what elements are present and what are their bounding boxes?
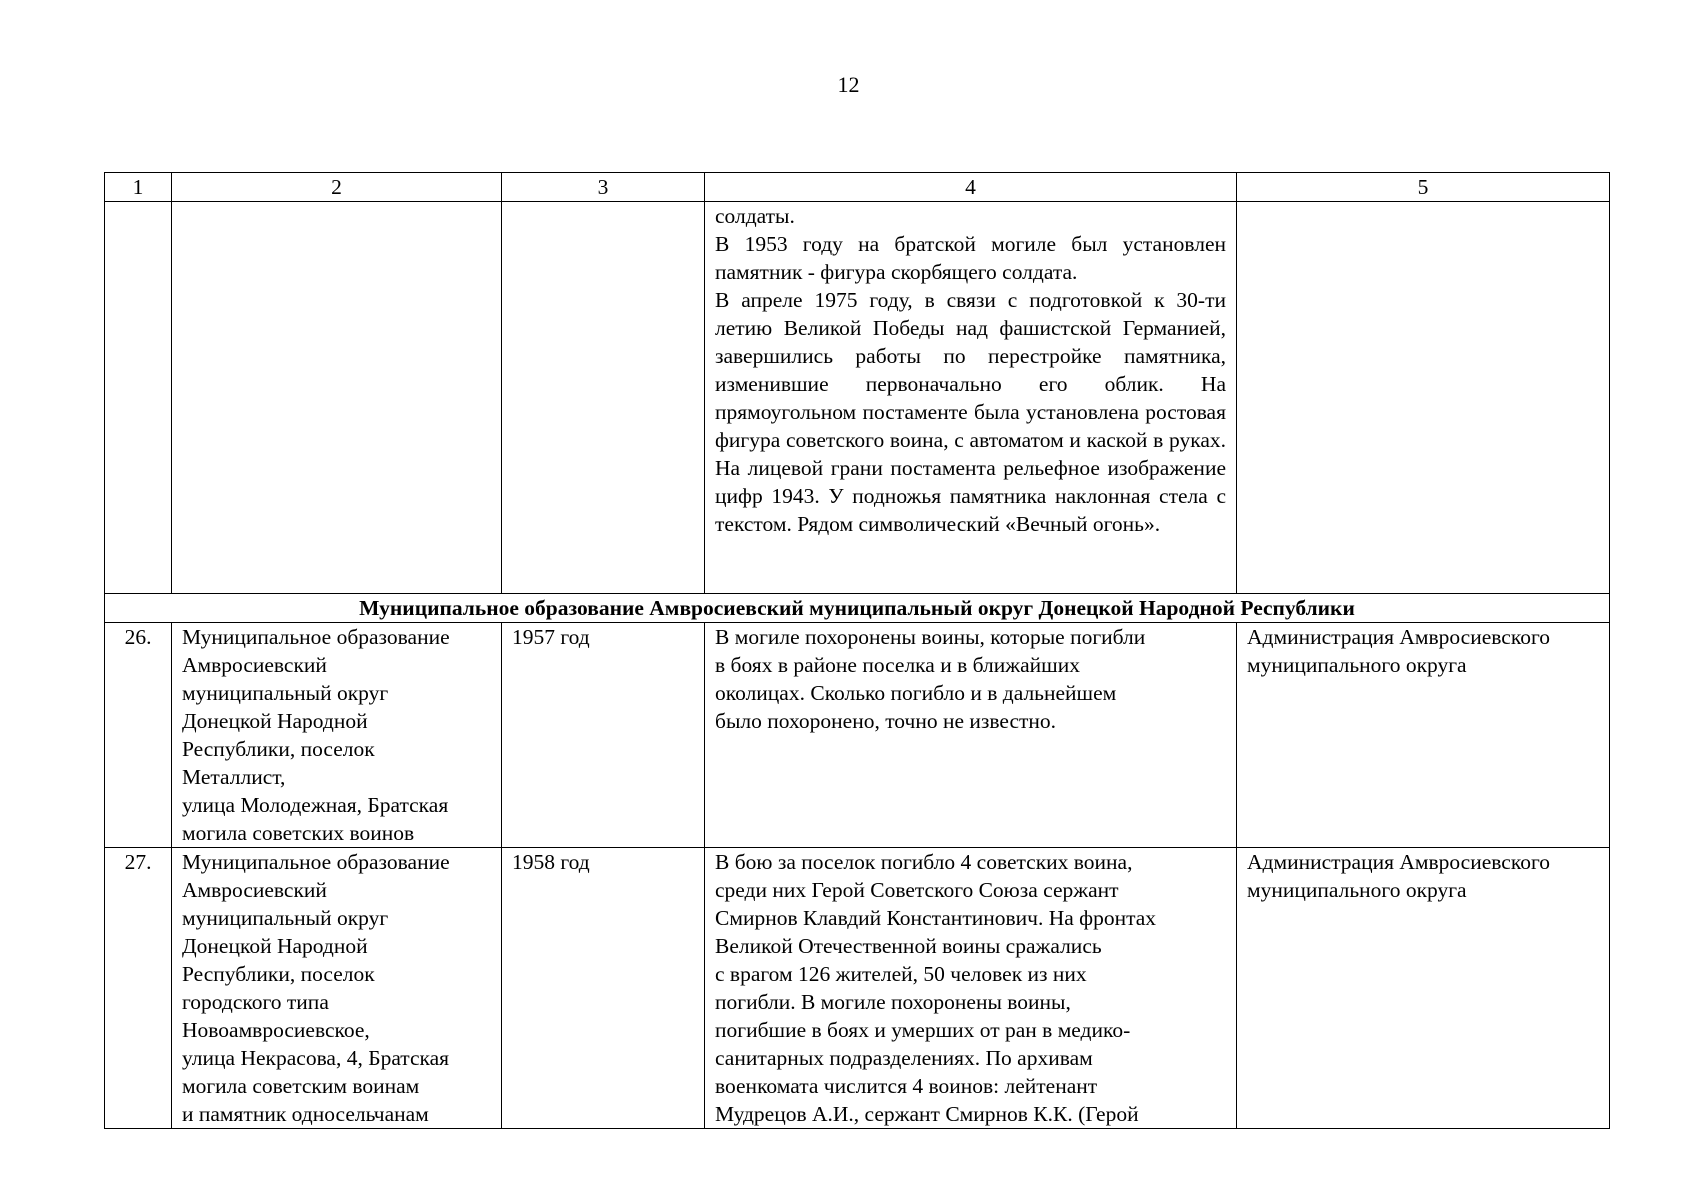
cell-organization xyxy=(1237,202,1610,594)
cell-year: 1958 год xyxy=(502,848,705,1129)
cell-description: В бою за поселок погибло 4 советских воина, среди них Герой Советского Союза сержант Смирнов Клавдий Константинович. На фронтах Великой Отечественной воины сражались с врагом 126 жителей, 50 человек из них погибли. В могиле похоронены воины, погибшие в боях и умерших от ран в медико- санитарных подразделениях. По архивам военкомата числится 4 воинов: лейтенант Мудрецов А.И., сержант Смирнов К.К. (Герой xyxy=(705,848,1237,1129)
cell-location: Муниципальное образование Амвросиевский муниципальный округ Донецкой Народной Республики, поселок Металлист, улица Молодежная, Братская могила советских воинов xyxy=(172,623,502,848)
description-paragraph: В апреле 1975 году, в связи с подготовкой к 30-ти летию Великой Победы над фашистской Германией, завершились работы по перестройке памятника, изменившие первоначально его облик. На прямоугольном постаменте была установлена ростовая фигура советского воина, с автоматом и каской в руках. На лицевой грани постамента рельефное изображение цифр 1943. У подножья памятника наклонная стела с текстом. Рядом символический «Вечный огонь». xyxy=(715,288,1226,536)
column-number: 5 xyxy=(1237,173,1610,202)
column-number: 3 xyxy=(502,173,705,202)
table-row xyxy=(105,848,1610,1129)
cell-location: Муниципальное образование Амвросиевский муниципальный округ Донецкой Народной Республики, поселок городского типа Новоамвросиевское, улица Некрасова, 4, Братская могила советским воинам и памятник односельчанам xyxy=(172,848,502,1129)
cell-number: 27. xyxy=(105,848,172,1129)
cell-location xyxy=(172,202,502,594)
cell-description: В могиле похоронены воины, которые погибли в боях в районе поселка и в ближайших околицах. Сколько погибло и в дальнейшем было похоронено, точно не известно. xyxy=(705,623,1237,848)
table-row xyxy=(105,623,1610,848)
column-number-row xyxy=(105,173,1610,202)
cell-number xyxy=(105,202,172,594)
description-paragraph: В 1953 году на братской могиле был установлен памятник - фигура скорбящего солдата. xyxy=(715,232,1226,284)
section-header: Муниципальное образование Амвросиевский муниципальный округ Донецкой Народной Республики xyxy=(105,594,1610,623)
cell-organization: Администрация Амвросиевского муниципального округа xyxy=(1237,623,1610,848)
column-number: 4 xyxy=(705,173,1237,202)
cell-organization: Администрация Амвросиевского муниципального округа xyxy=(1237,848,1610,1129)
cell-year: 1957 год xyxy=(502,623,705,848)
cell-description xyxy=(705,202,1237,594)
section-header-row xyxy=(105,594,1610,623)
column-number: 1 xyxy=(105,173,172,202)
cell-number: 26. xyxy=(105,623,172,848)
description-paragraph: солдаты. xyxy=(715,204,795,228)
cell-year xyxy=(502,202,705,594)
page-number: 12 xyxy=(837,72,860,97)
continuation-row xyxy=(105,202,1610,594)
memorial-registry-table xyxy=(104,172,1610,1129)
column-number: 2 xyxy=(172,173,502,202)
